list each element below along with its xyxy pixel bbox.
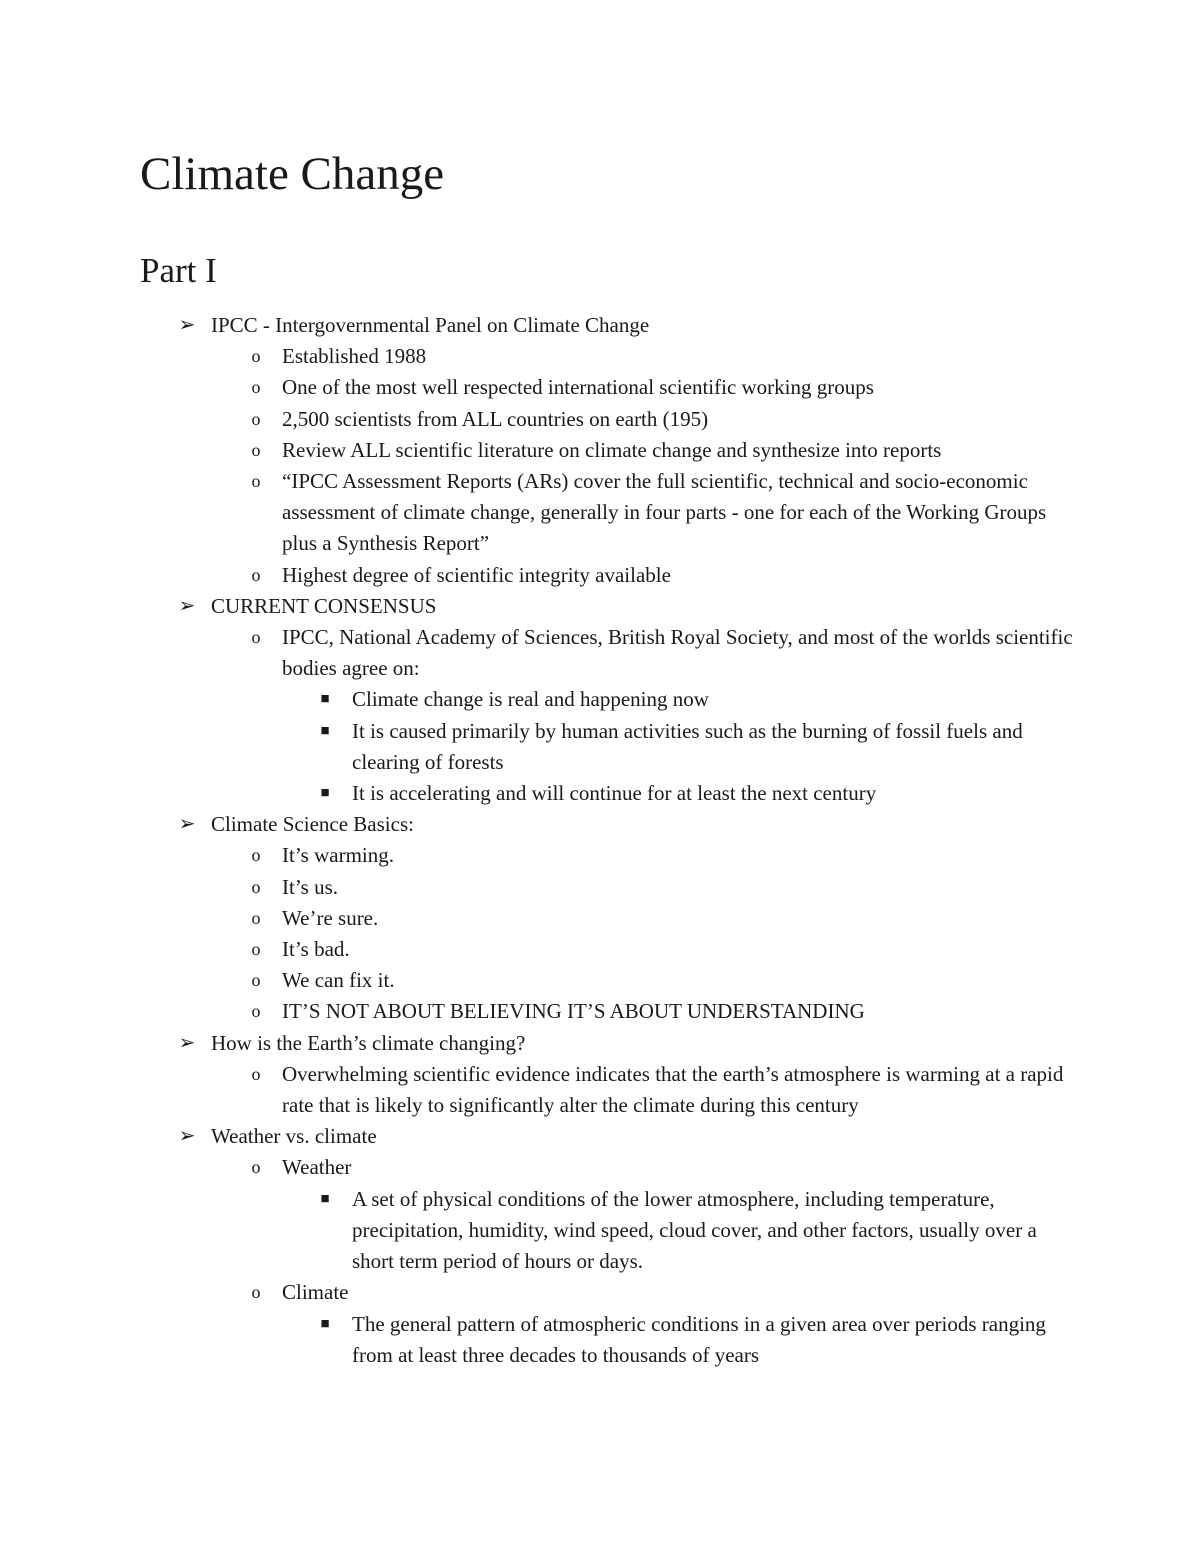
bullet-text: 2,500 scientists from ALL countries on earth (195)	[282, 406, 709, 431]
bullet-outline	[140, 310, 1080, 1371]
bullet-marker: o	[251, 970, 261, 991]
bullet-text: IT’S NOT ABOUT BELIEVING IT’S ABOUT UNDERSTANDING	[282, 999, 865, 1024]
bullet-text: One of the most well respected international scientific working groups	[282, 375, 874, 400]
bullet-text: Review ALL scientific literature on climate change and synthesize into reports	[282, 437, 942, 462]
bullet-marker: ➢	[178, 314, 196, 336]
bullet-text: Highest degree of scientific integrity available	[282, 562, 671, 587]
bullet-marker: ■	[320, 691, 330, 708]
bullet-marker: o	[251, 907, 261, 928]
bullet-text: Weather	[282, 1155, 352, 1180]
bullet-marker: o	[251, 439, 261, 460]
bullet-marker: ■	[320, 722, 330, 739]
bullet-item-level-3	[140, 1309, 1080, 1371]
bullet-marker: ➢	[178, 813, 196, 836]
bullet-text: CURRENT CONSENSUS	[211, 593, 437, 618]
bullet-marker: o	[251, 876, 261, 897]
bullet-marker: o	[251, 346, 261, 367]
bullet-item-level-3	[140, 684, 1080, 715]
bullet-item-level-2	[140, 435, 1080, 466]
bullet-marker: o	[251, 1001, 261, 1022]
bullet-marker: o	[251, 408, 261, 429]
bullet-marker: ➢	[178, 1031, 196, 1054]
bullet-marker: o	[251, 939, 261, 960]
bullet-marker: o	[251, 627, 261, 648]
bullet-item-level-2	[140, 341, 1080, 372]
bullet-item-level-2	[140, 466, 1080, 560]
bullet-text: How is the Earth’s climate changing?	[211, 1030, 526, 1055]
bullet-item-level-3	[140, 1184, 1080, 1278]
bullet-marker: o	[251, 471, 261, 492]
bullet-text: It’s bad.	[282, 937, 350, 962]
bullet-marker: ■	[320, 785, 330, 802]
bullet-item-level-2	[140, 840, 1080, 871]
bullet-item-level-2	[140, 872, 1080, 903]
bullet-text: Overwhelming scientific evidence indicates that the earth’s atmosphere is warming at a rapid rate that is likely to significantly alter the climate during this century	[282, 1061, 1064, 1118]
bullet-item-level-1	[140, 310, 1080, 341]
bullet-item-level-1	[140, 1121, 1080, 1152]
bullet-text: It is caused primarily by human activities such as the burning of fossil fuels and clearing of forests	[352, 718, 1023, 774]
bullet-text: Climate	[282, 1280, 349, 1305]
bullet-text: Established 1988	[282, 344, 427, 369]
bullet-item-level-1	[140, 591, 1080, 622]
bullet-item-level-1	[140, 809, 1080, 840]
bullet-text: It’s warming.	[282, 843, 394, 868]
bullet-item-level-2	[140, 965, 1080, 996]
bullet-text: The general pattern of atmospheric conditions in a given area over periods ranging from at least three decades to thousands of years	[352, 1311, 1046, 1367]
bullet-text: It’s us.	[282, 874, 339, 899]
bullet-item-level-2	[140, 1277, 1080, 1308]
bullet-item-level-2	[140, 1059, 1080, 1121]
bullet-marker: ■	[320, 1315, 330, 1332]
bullet-text: A set of physical conditions of the lower atmosphere, including temperature, precipitation, humidity, wind speed, cloud cover, and other factors, usually over a short term period of hours or days.	[352, 1186, 1037, 1274]
bullet-item-level-3	[140, 778, 1080, 809]
bullet-marker: ■	[320, 1190, 330, 1207]
bullet-text: Climate Science Basics:	[211, 812, 414, 837]
bullet-marker: o	[251, 377, 261, 398]
bullet-item-level-2	[140, 622, 1080, 684]
bullet-marker: ➢	[178, 594, 196, 617]
bullet-text: We’re sure.	[282, 905, 379, 930]
bullet-text: It is accelerating and will continue for at least the next century	[352, 781, 877, 806]
bullet-text: Weather vs. climate	[211, 1124, 377, 1149]
bullet-item-level-2	[140, 903, 1080, 934]
bullet-marker: ➢	[178, 1125, 196, 1148]
bullet-text: IPCC - Intergovernmental Panel on Climate Change	[211, 313, 650, 337]
document-title: Climate Change	[140, 148, 445, 200]
bullet-text: IPCC, National Academy of Sciences, British Royal Society, and most of the worlds scientific bodies agree on:	[282, 625, 1073, 681]
bullet-item-level-2	[140, 996, 1080, 1027]
bullet-marker: o	[251, 564, 261, 585]
bullet-text: “IPCC Assessment Reports (ARs) cover the full scientific, technical and socio-economic assessment of climate change, generally in four parts - one for each of the Working Groups plus a Synthesis Report”	[282, 469, 1047, 556]
bullet-marker: o	[251, 1063, 261, 1084]
bullet-item-level-2	[140, 404, 1080, 435]
bullet-text: Climate change is real and happening now	[352, 687, 709, 712]
bullet-item-level-2	[140, 934, 1080, 965]
bullet-item-level-2	[140, 372, 1080, 403]
bullet-item-level-1	[140, 1028, 1080, 1059]
bullet-text: We can fix it.	[282, 968, 395, 993]
bullet-item-level-3	[140, 716, 1080, 778]
bullet-item-level-2	[140, 560, 1080, 591]
bullet-marker: o	[251, 1282, 261, 1303]
section-heading: Part I	[140, 251, 217, 290]
bullet-item-level-2	[140, 1152, 1080, 1183]
bullet-marker: o	[251, 1157, 261, 1178]
bullet-marker: o	[251, 845, 261, 866]
